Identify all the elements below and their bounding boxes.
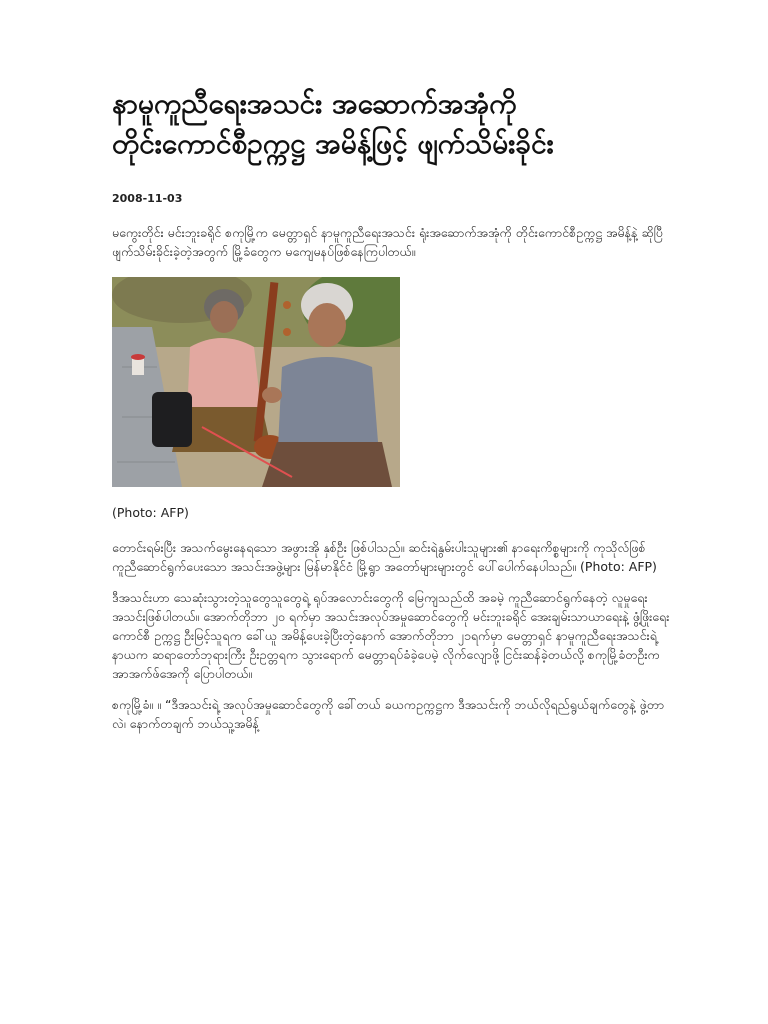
headline-line-2: တိုင်းကောင်စီဥက္ကဋ္ဌ အမိန့်ဖြင့် ဖျက်သိမ်းခိုင်း bbox=[112, 127, 554, 160]
lead-paragraph: မကွေးတိုင်း မင်းဘူးခရိုင် စကုမြို့က မေတ္တာရှင် နာမူကူညီရေးအသင်း ရုံးအဆောက်အအုံကို တိုင်းကောင်စီဥက္ကဋ္ဌ အမိန့်နဲ့ ဆိုပြီ ဖျက်သိမ်းခိုင်းခဲ့တဲ့အတွက် မြို့ခံတွေက မကျေမနပ်ဖြစ်နေကြပါတယ်။ bbox=[112, 225, 663, 259]
headline-line-1: နာမူကူညီရေးအသင်း အဆောက်အအုံကို bbox=[112, 87, 517, 120]
body-paragraph-2: တောင်းရမ်းပြီး အသက်မွေးနေရသော အဖွားအို နှစ်ဦး ဖြစ်ပါသည်။ ဆင်းရဲနွမ်းပါးသူများ၏ နာရေးကိစ္စများကို ကုသိုလ်ဖြစ် ကူညီဆောင်ရွက်ပေးသော အသင်းအဖွဲ့များ မြန်မာနိုင်ငံ မြို့ရွာ အတော်များများတွင် ပေါ်ပေါက်နေပါသည်။ (Photo: AFP) bbox=[112, 540, 657, 574]
article-headline bbox=[112, 84, 672, 164]
body-paragraph-4: စကုမြို့ခံ။ ။ “ဒီအသင်းရဲ့ အလုပ်အမှုဆောင်တွေကို ခေါ်တယ် ခယကဥက္ကဋ္ဌက ဒီအသင်းကို ဘယ်လိုရည်ရွယ်ချက်တွေနဲ့ ဖွဲ့တာလဲ၊ နောက်တချက် ဘယ်သူ့အမိန့် bbox=[112, 697, 665, 731]
body-paragraph-3: ဒီအသင်းဟာ သေဆုံးသွားတဲ့သူတွေသူတွေရဲ့ ရုပ်အလောင်းတွေကို မြေကျသည်ထိ အခမဲ့ ကူညီဆောင်ရွက်နေတဲ့ လူမှုရေးအသင်းဖြစ်ပါတယ်။ အောက်တိုဘာ ၂၀ ရက်မှာ အသင်းအလုပ်အမှုဆောင်တွေကို မင်းဘူးခရိုင် အေးချမ်းသာယာရေးနဲ့ ဖွံ့ဖြိုးရေးကောင်စီ ဥက္ကဋ္ဌ ဦးမြင့်သူရက ခေါ်ယူ အမိန့်ပေးခဲ့ပြီးတဲ့နောက် အောက်တိုဘာ ၂၁ရက်မှာ မေတ္တာရှင် နာမူကူညီရေးအသင်းရဲ့ နာယက ဆရာတော်ဘုရားကြီး ဦးဥတ္တရက သွားရောက် မေတ္တာရပ်ခံခဲ့ပေမဲ့ လိုက်လျောဖို့ ငြင်းဆန်ခဲ့တယ်လို့ စကုမြို့ခံတဦးက အာအက်ဖ်အေကို ပြောပါတယ်။ bbox=[112, 590, 670, 681]
article bbox=[112, 84, 672, 733]
article-date: 2008-11-03 bbox=[112, 192, 183, 205]
article-photo bbox=[112, 277, 400, 487]
photo-caption: (Photo: AFP) bbox=[112, 505, 189, 520]
